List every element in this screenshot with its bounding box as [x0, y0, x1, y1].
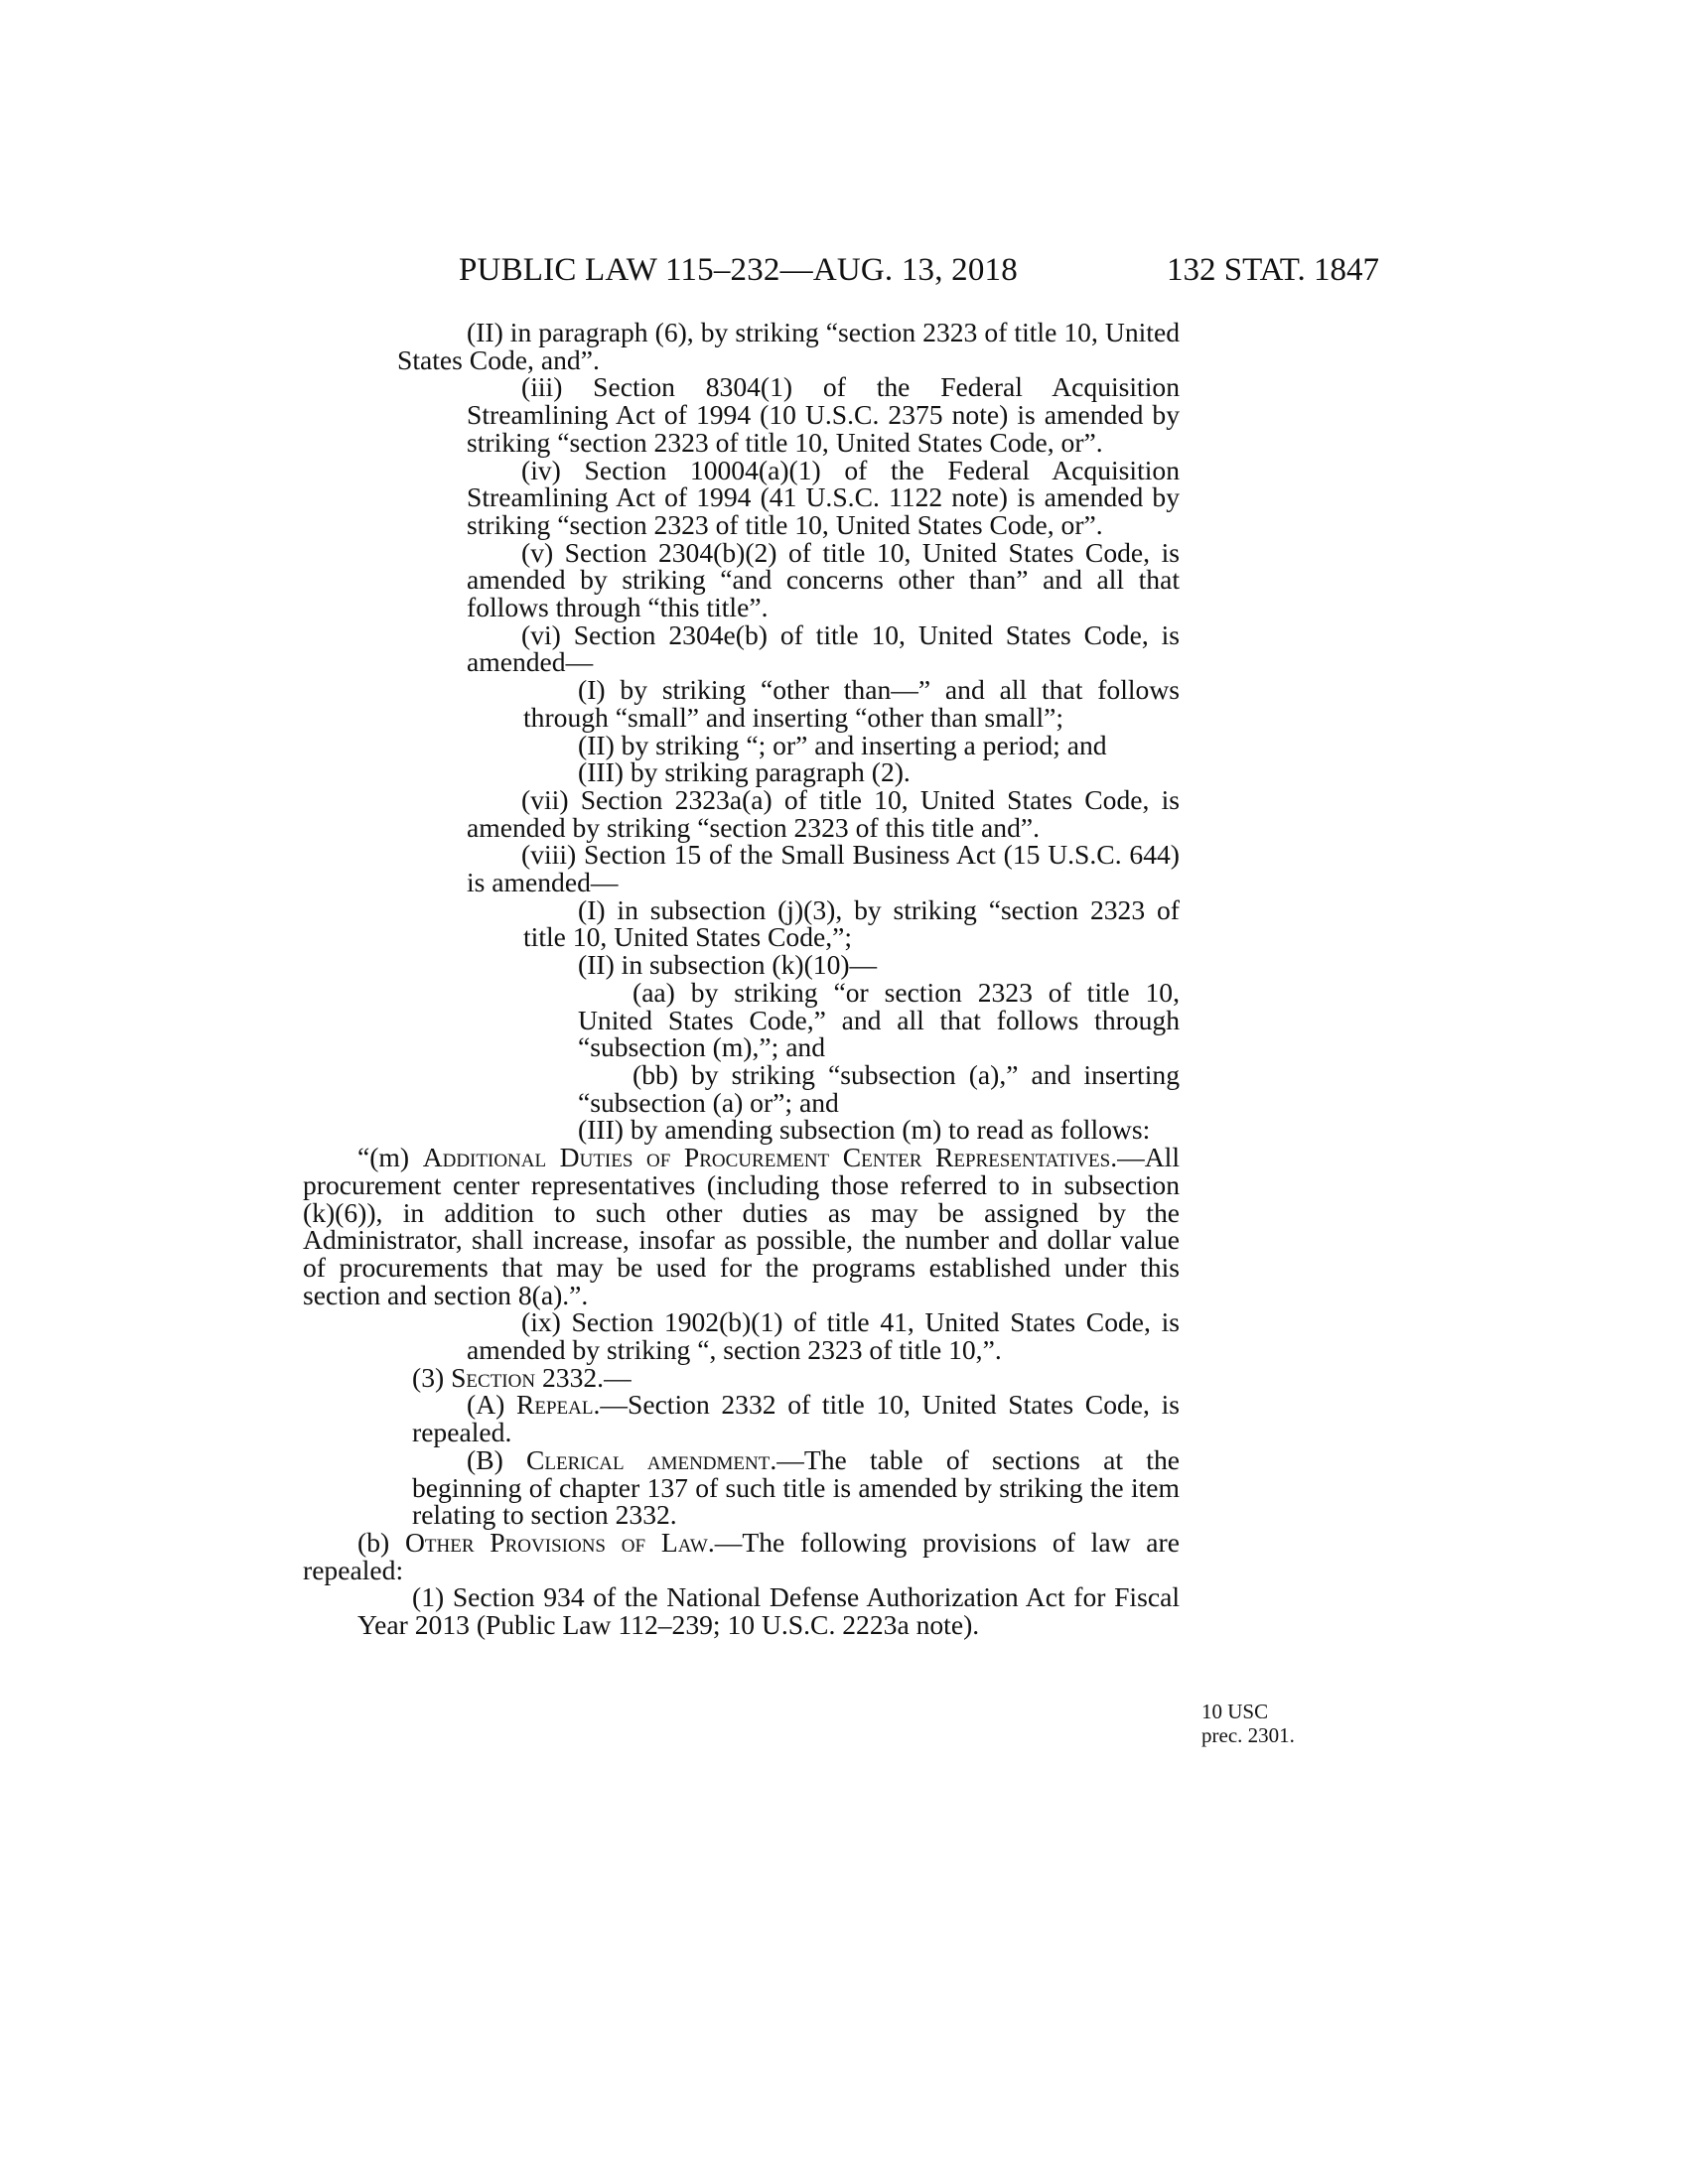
clause-viii-subclause-II: (II) in subsection (k)(10)—: [578, 949, 878, 981]
clause-vi-subclause-III: (III) by striking paragraph (2).: [578, 756, 911, 788]
running-head-page: 132 STAT. 1847: [1167, 252, 1380, 288]
clause-viii-subclause-I: (I) in subsection (j)(3), by striking “section 2323 of title 10, United States Code,”;: [523, 893, 1180, 953]
clause-iv: (iv) Section 10004(a)(1) of the Federal Acquisition Streamlining Act of 1994 (41 U.S.C. 1122 note) is amended by striking “section 2323 of title 10, United States Code, or”.: [467, 454, 1180, 540]
quoted-subsection-m: “(m) Additional Duties of Procurement Center Representatives.—All procurement center representatives (including those referred to in subsection (k)(6)), in addition to such other duties as may be assigned by the Administrator, shall increase, insofar as possible, the number and dollar value of procurements that may be used for the programs established under this section and section 8(a).”.: [303, 1142, 1180, 1310]
subparagraph-B-clerical: (B) Clerical amendment.—The table of sections at the beginning of chapter 137 of such title is amended by striking the item relating to section 2332.: [412, 1443, 1180, 1531]
clause-vi: (vi) Section 2304e(b) of title 10, United States Code, is amended—: [467, 618, 1180, 678]
clause-ii-subclause-II: (II) in paragraph (6), by striking “section 2323 of title 10, United States Code, and”.: [397, 317, 1180, 375]
clause-iii: (iii) Section 8304(1) of the Federal Acquisition Streamlining Act of 1994 (10 U.S.C. 2375 note) is amended by striking “section 2323 of title 10, United States Code, or”.: [467, 371, 1180, 458]
clause-vii: (vii) Section 2323a(a) of title 10, United States Code, is amended by striking “section 2323 of this title and”.: [467, 783, 1180, 843]
clause-vi-subclause-I: (I) by striking “other than—” and all that follows through “small” and inserting “other than small”;: [523, 674, 1180, 733]
subsection-b-heading: Other Provisions of Law.: [404, 1526, 715, 1558]
item-aa: (aa) by striking “or section 2323 of title 10, United States Code,” and all that follows through “subsection (m),”; and: [578, 976, 1180, 1063]
margin-note-line1: 10 USC: [1201, 1700, 1269, 1723]
paragraph-1-section-934: (1) Section 934 of the National Defense Authorization Act for Fiscal Year 2013 (Public Law 112–239; 10 U.S.C. 2223a note).: [357, 1581, 1180, 1641]
running-head-title: PUBLIC LAW 115–232—AUG. 13, 2018: [459, 252, 1018, 288]
item-bb: (bb) by striking “subsection (a),” and inserting “subsection (a) or”; and: [578, 1058, 1180, 1118]
clause-ix: (ix) Section 1902(b)(1) of title 41, United States Code, is amended by striking “, section 2323 of title 10,”.: [467, 1306, 1180, 1366]
document-body: [0, 319, 1688, 1639]
margin-note-line2: prec. 2301.: [1201, 1723, 1295, 1747]
clause-v: (v) Section 2304(b)(2) of title 10, United States Code, is amended by striking “and concerns other than” and all that follows through “this title”.: [467, 536, 1180, 623]
paragraph-3-section-2332: (3) Section 2332.—: [412, 1361, 632, 1393]
clause-vi-subclause-II: (II) by striking “; or” and inserting a period; and: [578, 729, 1107, 760]
subsection-b-other-provisions: (b) Other Provisions of Law.—The following provisions of law are repealed:: [303, 1526, 1180, 1585]
subparagraph-B-heading: Clerical amendment.: [526, 1443, 777, 1475]
clause-viii-subclause-III: (III) by amending subsection (m) to read as follows:: [578, 1114, 1151, 1146]
subsection-m-heading: Additional Duties of Procurement Center Representatives.: [422, 1142, 1118, 1173]
subparagraph-A-heading: Repeal.: [515, 1389, 601, 1421]
paragraph-3-heading: Section 2332.: [451, 1361, 605, 1393]
margin-citation-note: [1201, 1700, 1295, 1747]
subparagraph-A-repeal: (A) Repeal.—Section 2332 of title 10, United States Code, is repealed.: [412, 1389, 1180, 1448]
clause-viii: (viii) Section 15 of the Small Business Act (15 U.S.C. 644) is amended—: [467, 839, 1180, 898]
